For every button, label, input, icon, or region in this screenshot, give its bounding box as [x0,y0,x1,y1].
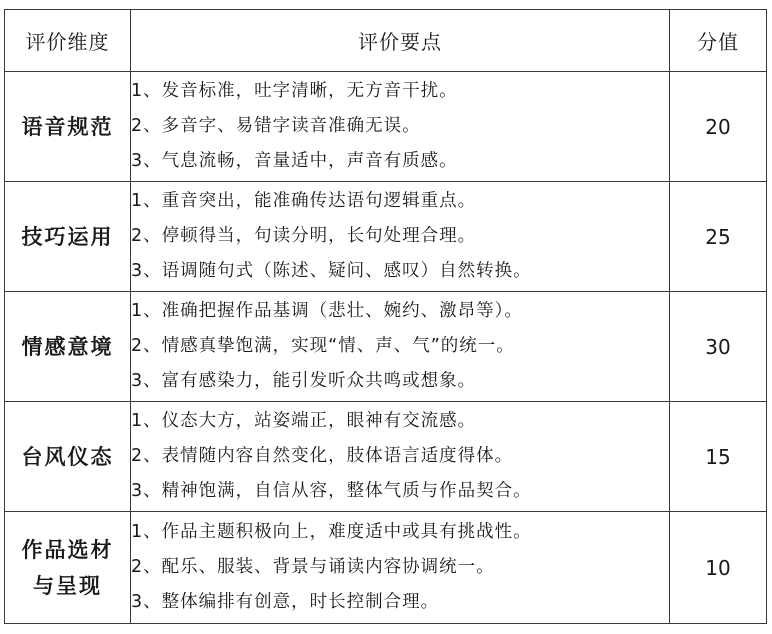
table-row [5,182,767,292]
points-list [131,294,669,399]
table-row [5,292,767,402]
evaluation-rubric-table [4,9,767,624]
point-item: 3、精神饱满，自信从容，整体气质与作品契合。 [131,481,532,501]
header-points: 评价要点 [131,10,670,72]
points-cell [131,402,670,512]
score-cell: 15 [670,402,767,512]
point-item: 2、配乐、服装、背景与诵读内容协调统一。 [131,557,495,577]
points-list [131,74,669,179]
point-item: 2、停顿得当，句读分明，长句处理合理。 [131,226,477,246]
points-cell [131,512,670,624]
dimension-line: 与呈现 [33,573,102,598]
table-row [5,402,767,512]
points-list [131,404,669,509]
point-item: 2、表情随内容自然变化，肢体语言适度得体。 [131,446,514,466]
header-score: 分值 [670,10,767,72]
dimension-cell: 台风仪态 [5,402,131,512]
score-cell: 25 [670,182,767,292]
point-item: 1、发音标准，吐字清晰，无方音干扰。 [131,81,458,101]
table-row [5,512,767,624]
point-item: 1、仪态大方，站姿端正，眼神有交流感。 [131,411,477,431]
points-list [131,184,669,289]
point-item: 3、气息流畅，音量适中，声音有质感。 [131,151,458,171]
header-dimension: 评价维度 [5,10,131,72]
point-item: 3、语调随句式（陈述、疑问、感叹）自然转换。 [131,261,532,281]
point-item: 3、富有感染力，能引发听众共鸣或想象。 [131,371,477,391]
score-cell: 30 [670,292,767,402]
table-header-row [5,10,767,72]
point-item: 2、多音字、易错字读音准确无误。 [131,116,421,136]
dimension-cell [5,512,131,624]
score-cell: 10 [670,512,767,624]
point-item: 1、准确把握作品基调（悲壮、婉约、激昂等）。 [131,301,523,321]
points-cell [131,292,670,402]
point-item: 3、整体编排有创意，时长控制合理。 [131,592,440,612]
dimension-line: 作品选材 [21,537,114,562]
point-item: 1、重音突出，能准确传达语句逻辑重点。 [131,191,477,211]
dimension-cell: 语音规范 [5,72,131,182]
points-cell [131,182,670,292]
points-cell [131,72,670,182]
point-item: 2、情感真挚饱满，实现“情、声、气”的统一。 [131,336,515,356]
points-list [131,515,669,620]
dimension-cell: 情感意境 [5,292,131,402]
point-item: 1、作品主题积极向上，难度适中或具有挑战性。 [131,522,532,542]
table-row [5,72,767,182]
score-cell: 20 [670,72,767,182]
dimension-cell: 技巧运用 [5,182,131,292]
